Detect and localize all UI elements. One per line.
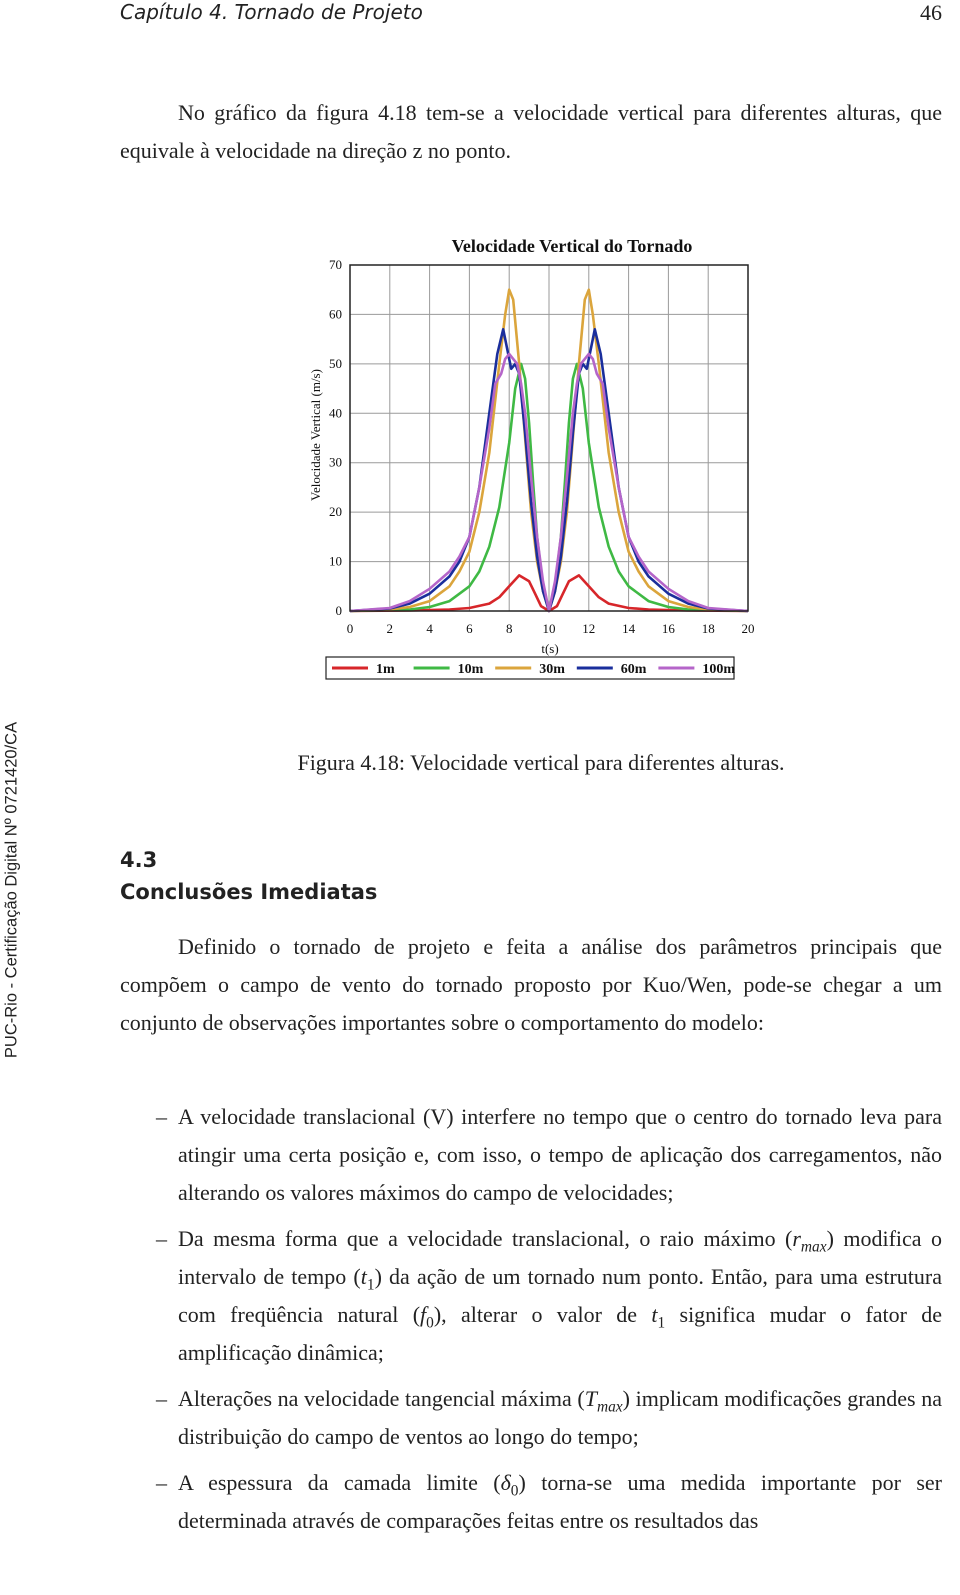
math-subscript: max	[597, 1398, 623, 1416]
chart-legend	[326, 657, 735, 679]
y-tick-label: 0	[335, 603, 342, 618]
math-subscript: 0	[426, 1314, 434, 1332]
section-number: 4.3	[120, 848, 158, 872]
y-tick-label: 70	[329, 257, 342, 272]
math-subscript: 1	[657, 1314, 666, 1332]
x-tick-label: 2	[386, 621, 394, 636]
running-header	[120, 0, 942, 30]
y-tick-label: 60	[329, 306, 342, 322]
math-subscript: 0	[510, 1482, 519, 1500]
y-tick-label: 30	[329, 454, 342, 470]
page-number: 46	[920, 0, 942, 25]
bullet-text: ) torna-se uma medida importante por ser determinada através de comparações feitas entre os resultados das	[178, 1470, 942, 1533]
list-item	[120, 1464, 942, 1540]
list-item	[120, 1098, 942, 1212]
x-tick-label: 4	[426, 621, 433, 636]
math-symbol: t	[360, 1264, 367, 1289]
list-item	[120, 1220, 942, 1372]
legend-label: 10m	[457, 662, 484, 677]
math-symbol: T	[584, 1386, 597, 1411]
intro-paragraph: No gráfico da figura 4.18 tem-se a velocidade vertical para diferentes alturas, que equivale à velocidade na direção z no ponto.	[120, 100, 942, 163]
legend-label: 60m	[620, 662, 647, 677]
math-symbol: f	[420, 1302, 427, 1327]
legend-label: 100m	[702, 662, 736, 677]
bullet-text: ) implicam modificações grandes na distribuição do campo de ventos ao longo do tempo;	[178, 1386, 942, 1449]
certification-text: PUC-Rio - Certificação Digital Nº 0721420/CA	[2, 721, 21, 1059]
bullet-text: ) modifica o intervalo de tempo (	[178, 1226, 942, 1289]
y-tick-label: 10	[329, 553, 342, 569]
list-item	[120, 1380, 942, 1456]
observations-list	[120, 1098, 942, 1548]
bullet-text: A espessura da camada limite (	[178, 1470, 501, 1495]
x-tick-label: 8	[505, 621, 513, 636]
bullet-text: Alterações na velocidade tangencial máxima (	[178, 1386, 585, 1411]
x-axis-label: t(s)	[541, 641, 559, 656]
chart-title: Velocidade Vertical do Tornado	[451, 236, 693, 256]
list-dash: –	[156, 1104, 167, 1129]
math-symbol: δ	[500, 1470, 511, 1495]
conclusion-paragraph: Definido o tornado de projeto e feita a análise dos parâmetros principais que compõem o campo de vento do tornado proposto por Kuo/Wen, pode-se chegar a um conjunto de observações importantes sobre o comportamento do modelo:	[120, 934, 942, 1035]
list-dash: –	[156, 1226, 167, 1251]
math-symbol: r	[792, 1226, 801, 1251]
legend-label: 30m	[539, 662, 565, 677]
math-symbol: t	[651, 1302, 658, 1327]
vertical-velocity-chart	[300, 225, 770, 690]
y-tick-label: 50	[329, 355, 342, 371]
math-subscript: 1	[366, 1276, 375, 1294]
bullet-text: ) da ação de um tornado num ponto. Então, para uma estrutura com freqüência natural (	[178, 1264, 942, 1327]
x-tick-label: 12	[582, 621, 596, 636]
legend-label: 1m	[376, 662, 395, 677]
math-subscript: max	[800, 1238, 827, 1256]
chart-grid	[350, 265, 748, 611]
bullet-text: Da mesma forma que a velocidade translacional, o raio máximo (	[178, 1226, 793, 1251]
y-tick-label: 20	[329, 504, 342, 520]
margin-watermark	[0, 690, 24, 1090]
list-dash: –	[156, 1386, 167, 1411]
bullet-text: A velocidade translacional (V) interfere no tempo que o centro do tornado leva para atingir uma certa posição e, com isso, o tempo de aplicação dos carregamentos, não alterando os valores máximos do campo de velocidades;	[178, 1104, 942, 1205]
chapter-title: Capítulo 4. Tornado de Projeto	[120, 0, 423, 24]
x-tick-label: 18	[701, 621, 715, 636]
y-tick-label: 40	[329, 405, 342, 421]
figure-caption: Figura 4.18: Velocidade vertical para diferentes alturas.	[297, 750, 785, 775]
section-title: Conclusões Imediatas	[120, 880, 378, 904]
y-axis-label: Velocidade Vertical (m/s)	[308, 369, 323, 501]
x-tick-label: 20	[741, 621, 755, 636]
bullet-text: ), alterar o valor de	[433, 1302, 652, 1327]
x-tick-label: 14	[622, 621, 636, 636]
x-tick-label: 16	[661, 621, 675, 636]
x-tick-label: 0	[346, 621, 354, 636]
bullet-text: significa mudar o fator de amplificação dinâmica;	[178, 1302, 942, 1365]
x-tick-label: 6	[466, 621, 473, 636]
x-tick-label: 10	[542, 621, 556, 636]
list-dash: –	[156, 1470, 167, 1495]
